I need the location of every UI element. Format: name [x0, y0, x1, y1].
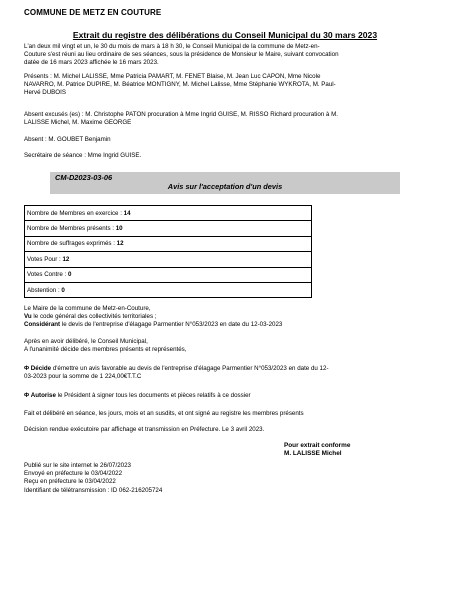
table-cell: Votes Pour : 12: [25, 252, 312, 267]
decision-line: Décision rendue exécutoire par affichage et transmission en Préfecture. Le 3 avril 2023.: [24, 426, 265, 433]
presents-line-2: NAVARRO, M. Patrice DUPIRE, M. Béatrice MONTIGNY, M. Michel Lalisse, Mme Stéphanie WYKROTA, M. Paul-: [24, 81, 336, 89]
autorise-line: Φ Autorise le Président à signer tous les documents et pièces relatifs à ce dossier: [24, 392, 251, 399]
absent-line: Absent : M. GOUBET Benjamin: [24, 136, 111, 143]
signature-name: M. LALISSE Michel: [284, 450, 342, 457]
footer-block: [24, 462, 162, 495]
table-cell: Nombre de Membres présents : 10: [25, 221, 312, 236]
recu-line: Reçu en préfecture le 03/04/2022: [24, 478, 116, 486]
intro-line-1: L'an deux mil vingt et un, le 30 du mois de mars à 18 h 30, le Conseil Municipal de la commune de Metz-en-: [24, 43, 320, 50]
envoye-line: Envoyé en préfecture le 03/04/2022: [24, 470, 123, 478]
votes-table: [24, 205, 312, 298]
maire-line: Le Maire de la commune de Metz-en-Couture,: [24, 305, 151, 312]
document-title: Extrait du registre des délibérations du Conseil Municipal du 30 mars 2023: [72, 30, 378, 40]
table-row: [25, 221, 312, 236]
publie-line: Publié sur le site internet le 26/07/2023: [24, 462, 131, 469]
decide-line-1: Φ Décide d'émettre un avis favorable au devis de l'entreprise d'élagage Parmentier N°053/2023 en date du 12-: [24, 365, 329, 372]
presents-paragraph: [24, 73, 424, 98]
deliberation-reference: CM-D2023-03-06: [55, 173, 113, 182]
deliberation-paragraph: [24, 338, 424, 354]
unanimite-line: A l'unanimité décide des membres présents et représentés,: [24, 346, 187, 354]
excuses-paragraph: [24, 111, 424, 127]
table-row: [25, 206, 312, 221]
identifiant-line: Identifiant de télétransmission : ID 062-216205724: [24, 486, 163, 494]
considerant-line: Considérant le devis de l'entreprise d'élagage Parmentier N°053/2023 en date du 12-03-2023: [24, 321, 283, 329]
table-row: [25, 267, 312, 282]
decide-line-2: 03-2023 pour la somme de 1 224,00€T.T.C: [24, 373, 142, 381]
apres-line: Après en avoir délibéré, le Conseil Municipal,: [24, 338, 148, 345]
vu-line: Vu le code général des collectivités territoriales ;: [24, 313, 157, 321]
excuses-line-1: Absent excusés (es) : M. Christophe PATON procuration à Mme Ingrid GUISE, M. RISSO Richard procuration à M.: [24, 111, 338, 118]
fait-line: Fait et délibéré en séance, les jours, mois et an susdits, et ont signé au registre les membres présents: [24, 410, 304, 417]
table-row: [25, 282, 312, 297]
signature-title: Pour extrait conforme: [284, 442, 351, 449]
presents-line-3: Hervé DUBOIS: [24, 89, 66, 97]
intro-line-2: Couture s'est réuni au lieu ordinaire de ses séances, sous la présidence de Monsieur le Maire, suivant convocation: [24, 51, 339, 59]
commune-header: COMMUNE DE METZ EN COUTURE: [24, 8, 162, 17]
excuses-line-2: LALISSE Michel, M. Maxime GEORGE: [24, 119, 132, 127]
table-cell: Abstention : 0: [25, 282, 312, 297]
decide-paragraph: [24, 365, 424, 381]
presents-line-1: Présents : M. Michel LALISSE, Mme Patricia PAMART, M. FENET Blaise, M. Jean Luc CAPON, Mme Nicole: [24, 73, 321, 80]
table-cell: Nombre de suffrages exprimés : 12: [25, 236, 312, 251]
table-row: [25, 236, 312, 251]
table-cell: Votes Contre : 0: [25, 267, 312, 282]
deliberation-subject: Avis sur l'acceptation d'un devis: [167, 182, 283, 191]
intro-line-3: datée de 16 mars 2023 affichée le 16 mars 2023.: [24, 59, 159, 67]
intro-paragraph: [24, 43, 424, 68]
preamble-paragraph: [24, 305, 424, 330]
table-row: [25, 252, 312, 267]
table-cell: Nombre de Membres en exercice : 14: [25, 206, 312, 221]
secretaire-line: Secrétaire de séance : Mme Ingrid GUISE.: [24, 152, 142, 159]
